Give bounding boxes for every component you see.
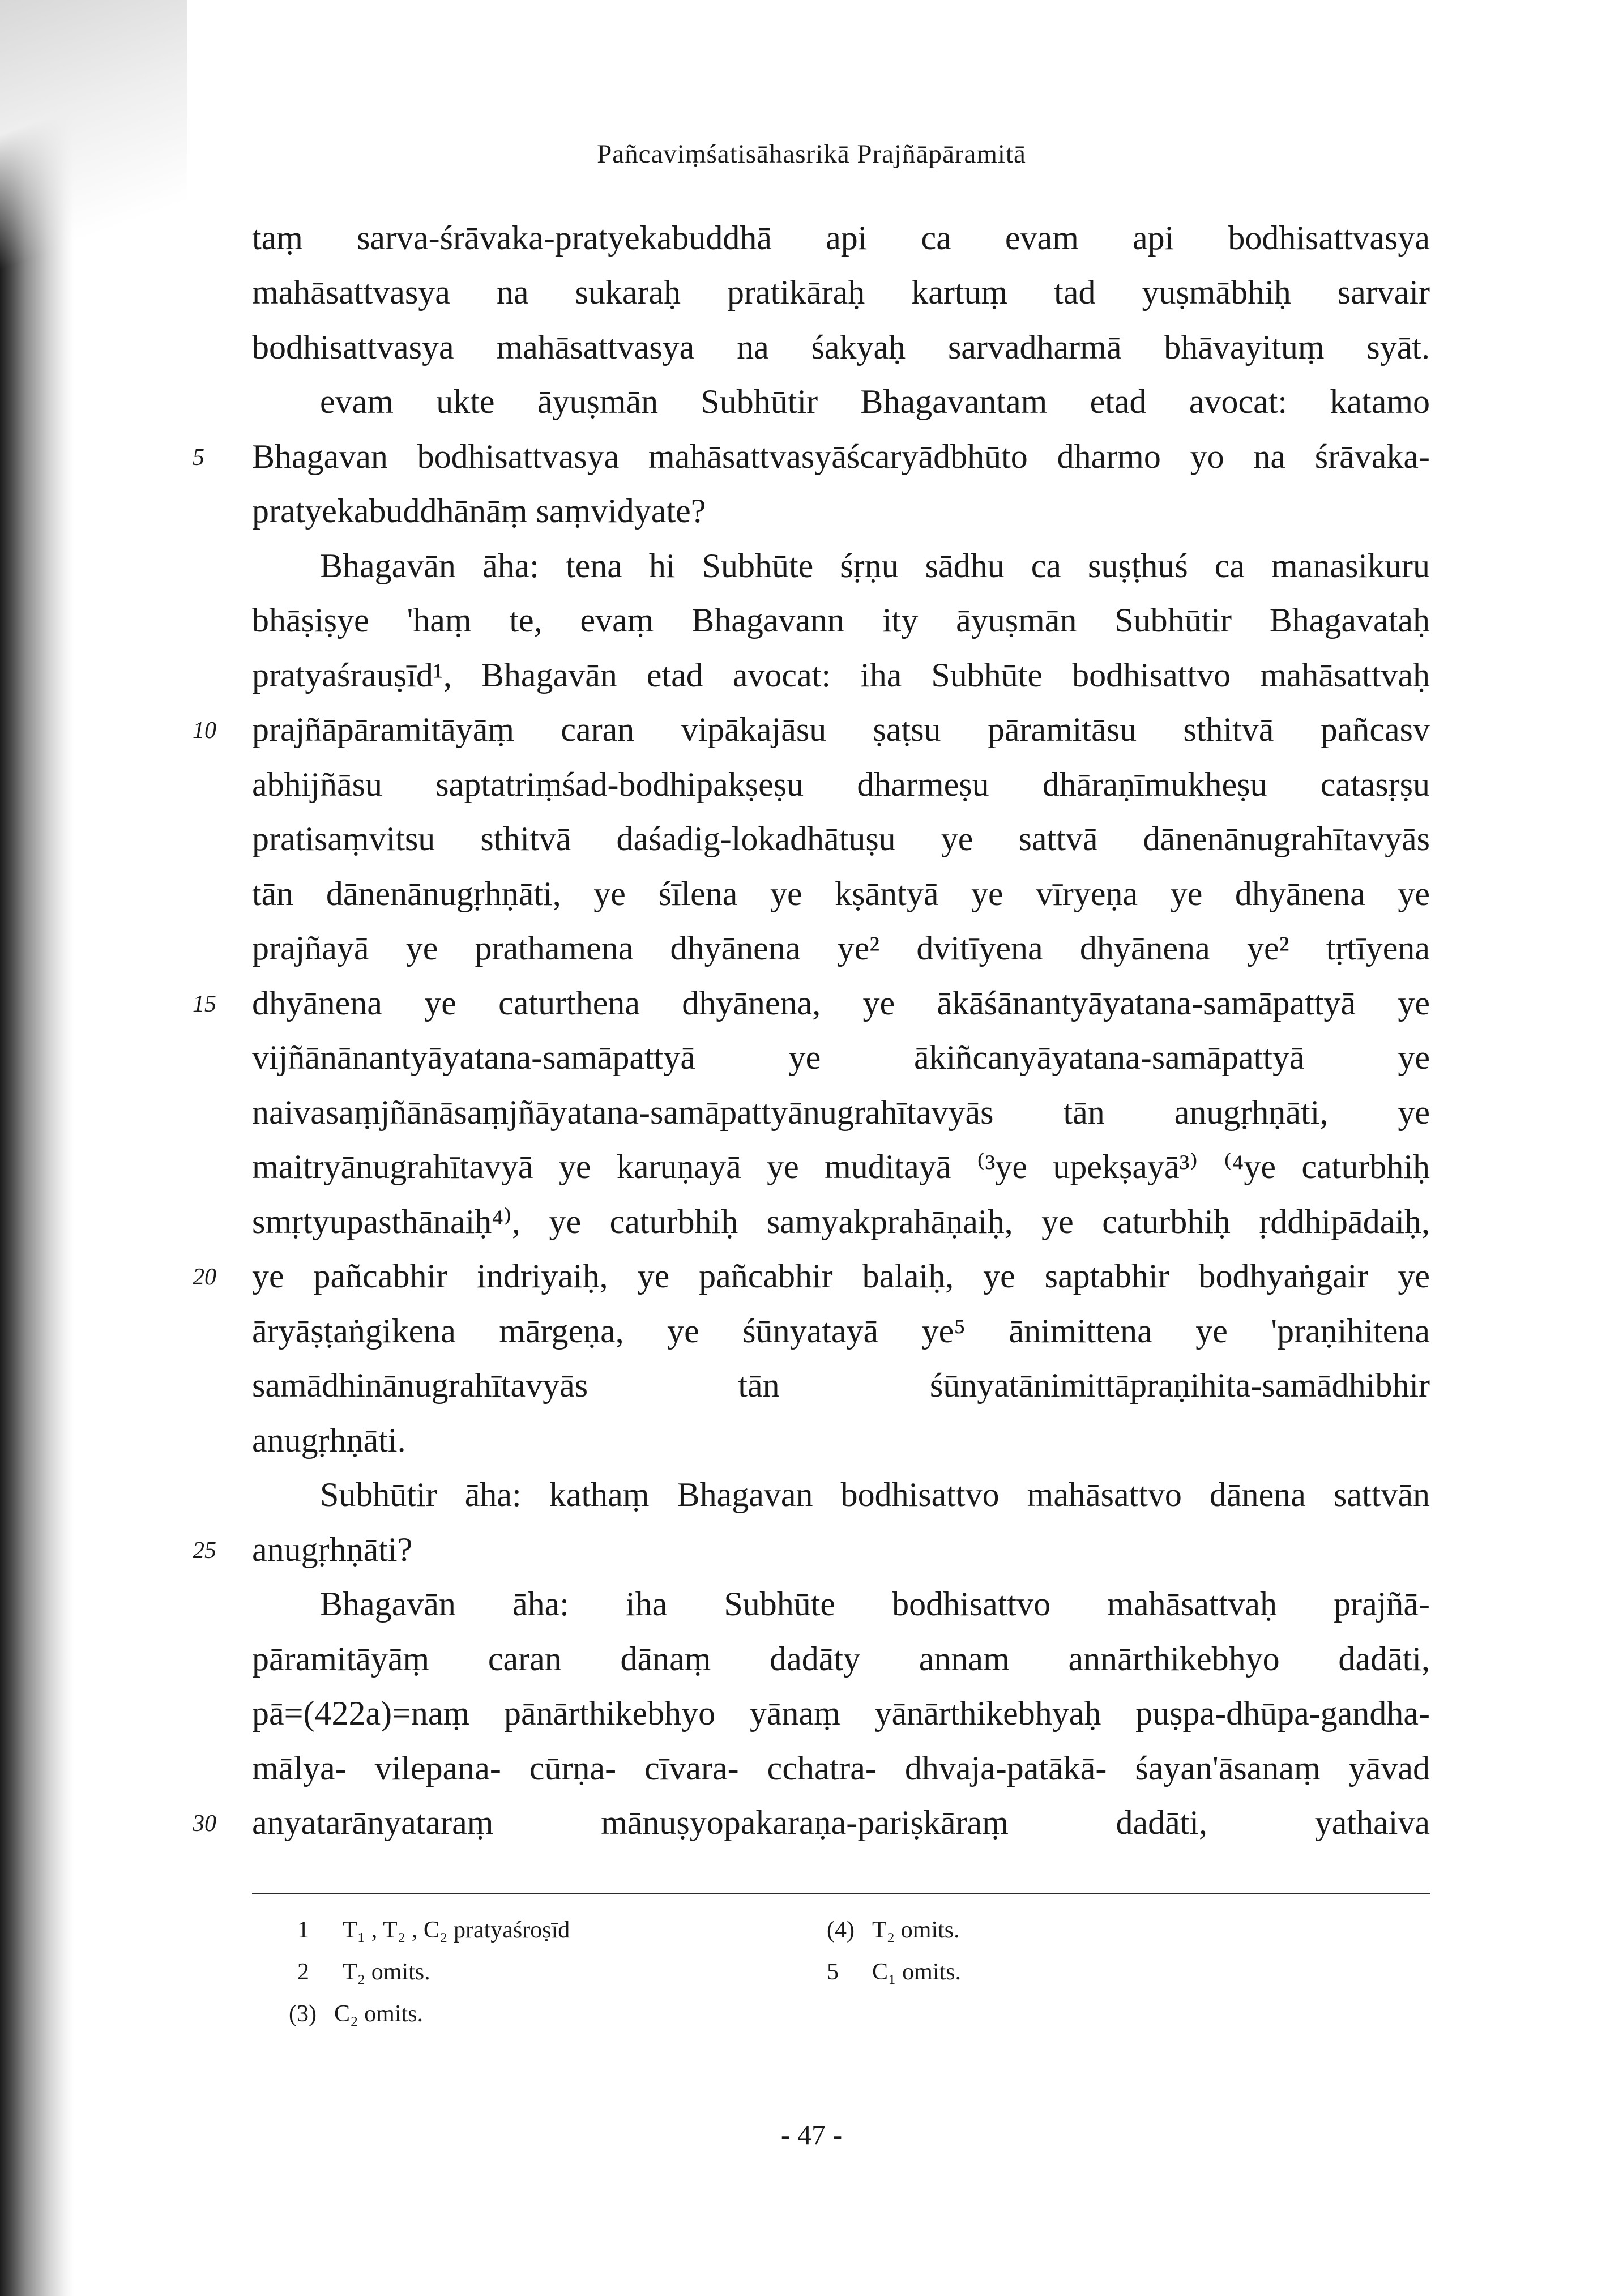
text-line: pā=(422a)=naṃ pānārthikebhyo yānaṃ yānārthikebhyaḥ puṣpa-dhūpa-gandha- [252, 1695, 1430, 1732]
text-line: anugṛhṇāti? [252, 1531, 413, 1568]
line-number: 25 [193, 1538, 216, 1564]
line-number: 10 [193, 718, 216, 744]
running-head: Pañcaviṃśatisāhasrikā Prajñāpāramitā [597, 139, 1026, 169]
text-line: taṃ sarva-śrāvaka-pratyekabuddhā api ca evam api bodhisattvasya [252, 219, 1430, 257]
footnote-label: (4) [827, 1917, 855, 1943]
footnote [827, 1955, 961, 1989]
text-line: naivasaṃjñānāsaṃjñāyatana-samāpattyānugrahītavyās tān anugṛhṇāti, ye [252, 1094, 1430, 1131]
text-line: pratisaṃvitsu sthitvā daśadig-lokadhātuṣu ye sattvā dānenānugrahītavyās [252, 820, 1430, 857]
footnote-label: 1 [297, 1917, 309, 1943]
footnote [297, 1913, 570, 1947]
text-line: evam ukte āyuṣmān Subhūtir Bhagavantam etad avocat: katamo [320, 383, 1430, 420]
footnote-label: 2 [297, 1959, 309, 1985]
text-line: prajñāpāramitāyāṃ caran vipākajāsu ṣaṭsu pāramitāsu sthitvā pañcasv [252, 711, 1430, 748]
text-line: prajñayā ye prathamena dhyānena ye² dvitīyena dhyānena ye² tṛtīyena [252, 929, 1430, 967]
text-line: samādhinānugrahītavyās tān śūnyatānimittāpraṇihita-samādhibhir [252, 1367, 1430, 1404]
text-line: bhāṣiṣye 'haṃ te, evaṃ Bhagavann ity āyuṣmān Subhūtir Bhagavataḥ [252, 601, 1430, 639]
footnote-text: T₁ , T₂ , C₂ pratyaśroṣīd [343, 1917, 570, 1943]
footnote [289, 1997, 423, 2031]
line-number: 15 [193, 991, 216, 1017]
text-line: tān dānenānugṛhṇāti, ye śīlena ye kṣāntyā ye vīryeṇa ye dhyānena ye [252, 875, 1430, 912]
text-line: anugṛhṇāti. [252, 1422, 406, 1459]
text-line: Bhagavān āha: tena hi Subhūte śṛṇu sādhu ca suṣṭhuś ca manasikuru [320, 547, 1430, 584]
text-line: mahāsattvasya na sukaraḥ pratikāraḥ kartuṃ tad yuṣmābhiḥ sarvair [252, 274, 1430, 311]
footnote-label: (3) [289, 2001, 317, 2027]
text-line: mālya- vilepana- cūrṇa- cīvara- cchatra- dhvaja-patākā- śayan'āsanaṃ yāvad [252, 1749, 1430, 1787]
page-number: - 47 - [780, 2119, 843, 2150]
text-line: anyatarānyataraṃ mānuṣyopakaraṇa-pariṣkāraṃ dadāti, yathaiva [252, 1804, 1430, 1841]
footnote-text: C₁ omits. [872, 1959, 962, 1985]
footnote-text: T₂ omits. [872, 1917, 960, 1943]
text-line: Bhagavān āha: iha Subhūte bodhisattvo mahāsattvaḥ prajñā- [320, 1585, 1430, 1623]
text-line: vijñānānantyāyatana-samāpattyā ye ākiñcanyāyatana-samāpattyā ye [252, 1039, 1430, 1076]
text-line: dhyānena ye caturthena dhyānena, ye ākāśānantyāyatana-samāpattyā ye [252, 984, 1430, 1022]
text-line: pratyekabuddhānāṃ saṃvidyate? [252, 492, 706, 530]
text-line: maitryānugrahītavyā ye karuṇayā ye muditayā ⁽³ye upekṣayā³⁾ ⁽⁴ye caturbhiḥ [252, 1148, 1430, 1185]
footnote [297, 1955, 430, 1989]
line-number: 30 [193, 1811, 216, 1837]
footnote-text: T₂ omits. [343, 1959, 430, 1985]
footnote [827, 1913, 960, 1947]
line-number: 5 [193, 445, 204, 471]
footnote-label: 5 [827, 1959, 839, 1985]
footnote-rule [252, 1893, 1430, 1894]
text-line: ye pañcabhir indriyaiḥ, ye pañcabhir balaiḥ, ye saptabhir bodhyaṅgair ye [252, 1257, 1430, 1295]
text-line: pāramitāyāṃ caran dānaṃ dadāty annam annārthikebhyo dadāti, [252, 1640, 1430, 1678]
footnote-text: C₂ omits. [334, 2001, 424, 2027]
line-number: 20 [193, 1264, 216, 1290]
text-line: abhijñāsu saptatriṃśad-bodhipakṣeṣu dharmeṣu dhāraṇīmukheṣu catasṛṣu [252, 766, 1430, 803]
text-line: āryāṣṭaṅgikena mārgeṇa, ye śūnyatayā ye⁵ ānimittena ye 'praṇihitena [252, 1312, 1430, 1350]
text-line: Subhūtir āha: kathaṃ Bhagavan bodhisattvo mahāsattvo dānena sattvān [320, 1476, 1430, 1513]
text-line: Bhagavan bodhisattvasya mahāsattvasyāścaryādbhūto dharmo yo na śrāvaka- [252, 438, 1430, 475]
text-line: smṛtyupasthānaiḥ⁴⁾, ye caturbhiḥ samyakprahāṇaiḥ, ye caturbhiḥ ṛddhipādaiḥ, [252, 1203, 1430, 1240]
text-line: pratyaśrauṣīd¹, Bhagavān etad avocat: iha Subhūte bodhisattvo mahāsattvaḥ [252, 656, 1430, 694]
text-line: bodhisattvasya mahāsattvasya na śakyaḥ sarvadharmā bhāvayituṃ syāt. [252, 328, 1430, 366]
